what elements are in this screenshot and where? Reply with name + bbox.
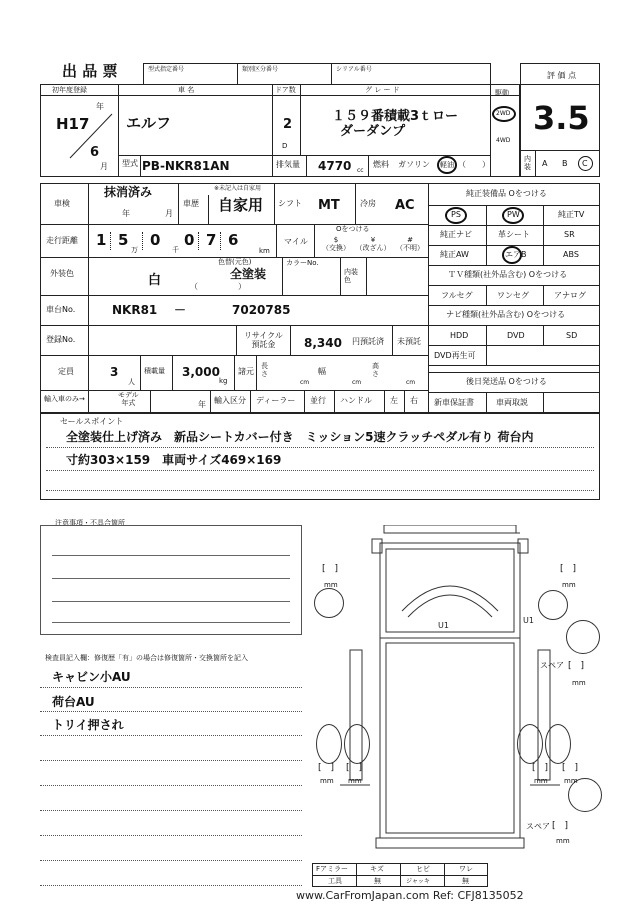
seats-label: 定員: [58, 367, 74, 376]
opt-aircon: エアB: [505, 250, 527, 259]
color-change-label: 色替(元色): [218, 258, 252, 266]
eval-label: 評 価 点: [547, 71, 577, 80]
tv-oneseg: ワンセグ: [497, 291, 529, 300]
opt-sr: SR: [564, 230, 575, 239]
drive-2wd-circle: [492, 106, 516, 122]
bracket-fl: [ ]: [322, 564, 339, 574]
serial-label: シリアル番号: [336, 66, 372, 73]
shift-label: シフト: [278, 199, 302, 208]
grade-line1: １５９番積載3ｔロー: [332, 109, 459, 124]
mm-spare-top: mm: [572, 679, 586, 687]
opt-leather: 革シート: [498, 230, 530, 239]
opt-ps-circle: [445, 207, 467, 224]
first-reg-month: 6: [90, 145, 100, 160]
chassis-prefix: NKR81: [112, 303, 158, 317]
opt-tv: 純正TV: [558, 210, 585, 219]
seats-value: 3: [110, 365, 119, 379]
sales-point-line2: 寸約303×159 車両サイズ469×169: [66, 453, 282, 467]
left-label: 左: [390, 396, 398, 405]
opt-abs: ABS: [563, 250, 579, 259]
watermark: www.CarFromJapan.com Ref: CFJ8135052: [296, 889, 524, 902]
color-no-label: カラーNo.: [286, 259, 319, 267]
navi-header: ナビ種類(社外品含む) Oをつける: [446, 310, 566, 319]
color-paren: （ ）: [190, 282, 246, 291]
interior-c: C: [582, 159, 588, 168]
displacement-label: 排気量: [276, 160, 300, 169]
registration-label: 登録No.: [46, 335, 76, 344]
eval-score: 3.5: [533, 99, 590, 137]
right-label: 右: [410, 396, 418, 405]
shift-value: MT: [318, 198, 340, 213]
recycle-value: 8,340: [304, 336, 342, 350]
type-cert-label: 型式指定番号: [148, 66, 185, 73]
length-unit: cm: [300, 379, 310, 386]
import-label: 輸入車のみ→: [44, 395, 85, 403]
mileage-unit-km: km: [259, 247, 270, 255]
mm-fl: mm: [324, 581, 338, 589]
width-label: 幅: [318, 367, 326, 376]
opt-pw-circle: [502, 207, 524, 224]
navi-hdd: HDD: [450, 331, 469, 340]
meter-circle-note: Oをつける: [336, 225, 370, 233]
tv-header: ＴＶ種類(社外品含む) Oをつける: [448, 270, 568, 279]
inspector-item-1: キャビン小AU: [52, 670, 131, 684]
wheel-front-right: [538, 590, 568, 620]
inspector-item-3: トリイ押され: [52, 718, 124, 732]
legend-r1-c1: Fアミラー: [316, 865, 349, 873]
mm-spare-bottom: mm: [556, 837, 570, 845]
navi-sd: SD: [566, 331, 578, 340]
ac-value: AC: [395, 198, 415, 213]
spare-label-top: スペア: [540, 661, 564, 670]
chassis-label: 車台No.: [46, 305, 76, 314]
mileage-digit-5: 7: [206, 231, 217, 249]
load-label: 積載量: [144, 367, 165, 375]
fuel-paren: （ ）: [458, 160, 490, 169]
model-label: 型式: [122, 159, 138, 168]
truck-diagram: [310, 525, 610, 865]
mileage-label: 走行距離: [46, 236, 78, 245]
spare-label-bottom: スペア: [526, 822, 550, 831]
recycle-status: 円預託済: [352, 337, 384, 346]
interior-b: B: [562, 159, 568, 168]
wheel-front-left: [314, 588, 344, 618]
doors-suffix: D: [282, 142, 288, 150]
exterior-color-value: 白: [148, 273, 162, 288]
type-cert-box: [143, 63, 238, 85]
legend-r1-c2: キズ: [370, 865, 384, 873]
history-value: 自家用: [218, 196, 264, 214]
opt-aw: 純正AW: [440, 250, 469, 259]
import-year-unit: 年: [198, 400, 206, 409]
recycle-label: リサイクル 預託金: [244, 331, 283, 350]
load-unit: kg: [219, 377, 228, 385]
load-value: 3,000: [182, 365, 220, 379]
displacement-unit: cc: [357, 167, 364, 174]
chassis-number: 7020785: [232, 303, 291, 317]
navi-dvd-play: DVD再生可: [434, 351, 476, 360]
width-unit: cm: [352, 379, 362, 386]
u1-left-label: U1: [438, 621, 449, 630]
mm-fr: mm: [562, 581, 576, 589]
genuine-header: 純正装備品 Oをつける: [466, 189, 547, 198]
unpaid-label: 未預託: [397, 337, 421, 346]
exterior-color-label: 外装色: [50, 269, 74, 278]
dealer-label: ディーラー: [256, 396, 296, 405]
drive-2wd: 2WD: [496, 110, 511, 117]
model-year-label: モデル 年式: [118, 391, 139, 407]
history-label: 車歴: [183, 199, 199, 208]
import-class-label: 輸入区分: [214, 396, 246, 405]
month-unit: 月: [100, 162, 108, 171]
height-label: 高 さ: [372, 362, 379, 379]
interior-color-label: 内装 色: [344, 268, 358, 285]
fuel-diesel-circle: [437, 156, 457, 174]
dimensions-label: 諸元: [238, 367, 254, 376]
caution-label: 注意事項・不具合箇所: [55, 519, 125, 527]
serial-box: [331, 63, 491, 85]
legend-r2-c3: ジャッキ: [406, 878, 430, 885]
opt-ps: PS: [451, 210, 461, 219]
doors-label: ドア数: [275, 86, 296, 94]
year-unit: 年: [96, 102, 104, 111]
meter-opt-tampered: ¥ （改ざん）: [355, 236, 391, 252]
fuel-label: 燃料: [373, 160, 389, 169]
color-change-value: 全塗装: [230, 267, 267, 281]
grade-line2: ダーダンプ: [340, 124, 406, 139]
mileage-digit-6: 6: [228, 231, 239, 249]
wheel-rear-left-inner: [344, 724, 370, 764]
mileage-digit-1: 1: [96, 231, 107, 249]
wheel-rear-right-outer: [545, 724, 571, 764]
legend-r2-c4: 無: [462, 877, 469, 885]
caution-box: [40, 525, 302, 635]
bracket-rl1: [ ]: [318, 763, 335, 773]
legend-r1-c3: ヒビ: [416, 865, 430, 873]
mileage-unit-sen: 千: [172, 246, 179, 254]
inspector-item-2: 荷台AU: [52, 695, 95, 709]
fuel-diesel: 軽油: [440, 161, 454, 169]
sales-point-label: セールスポイント: [60, 417, 124, 426]
inspection-value: 抹消済み: [104, 185, 153, 199]
delivery-manual: 車両取説: [496, 398, 528, 407]
chassis-dash: －: [174, 303, 187, 317]
meter-opt-exchange: $ （交換）: [322, 236, 350, 252]
height-unit: cm: [406, 379, 416, 386]
first-reg-year: H17: [56, 115, 90, 133]
length-label: 長 さ: [261, 362, 268, 379]
wheel-rear-right-inner: [517, 724, 543, 764]
legend-r2-c1: 工具: [328, 877, 342, 885]
class-label: 類別区分番号: [242, 66, 279, 73]
mile-label: マイル: [284, 237, 308, 246]
history-note: ※未記入は自家用: [214, 185, 262, 192]
mileage-unit-man: 万: [131, 246, 138, 254]
sales-point-line1: 全塗装仕上げ済み 新品シートカバー付き ミッション5速クラッチペダル有り 荷台内: [66, 430, 534, 444]
navi-dvd: DVD: [507, 331, 525, 340]
car-name: エルフ: [126, 114, 172, 132]
inspector-label: 検査員記入欄：修復歴「有」の場合は修復箇所・交換箇所を記入: [45, 654, 248, 662]
doors-value: 2: [283, 117, 293, 132]
bracket-rl2: [ ]: [346, 763, 363, 773]
evaluation-box: [520, 63, 600, 177]
model-value: PB-NKR81AN: [142, 159, 230, 173]
sheet-title: 出 品 票: [62, 62, 118, 80]
mileage-digit-3: 0: [150, 231, 161, 249]
interior-c-circle: [578, 156, 593, 171]
delivery-header: 後日発送品 Oをつける: [466, 377, 547, 386]
drive-4wd: 4WD: [496, 137, 511, 144]
bracket-fr: [ ]: [560, 564, 577, 574]
parallel-label: 並行: [310, 396, 326, 405]
opt-pw: PW: [507, 210, 520, 219]
mm-rr2: mm: [564, 777, 578, 785]
interior-a: A: [542, 159, 548, 168]
tv-fullseg: フルセグ: [441, 291, 473, 300]
opt-aircon-circle: [502, 246, 522, 264]
mileage-digit-4: 0: [184, 231, 195, 249]
wheel-rear-left-outer: [316, 724, 342, 764]
grade-label: グ レ ー ド: [365, 86, 400, 94]
fuel-gasoline: ガソリン: [398, 160, 430, 169]
delivery-warranty: 新車保証書: [434, 398, 474, 407]
first-reg-label: 初年度登録: [52, 86, 87, 94]
meter-opt-unknown: # （不明）: [396, 236, 424, 252]
mm-rr1: mm: [534, 777, 548, 785]
bracket-spare-bottom: [ ]: [552, 821, 569, 831]
interior-label: 内装: [524, 155, 531, 171]
inspection-label: 車検: [54, 199, 70, 208]
mileage-digit-2: 5: [118, 231, 129, 249]
inspection-month-unit: 月: [165, 209, 173, 218]
legend-r2-c2: 無: [374, 877, 381, 885]
spare-wheel-top: [566, 620, 600, 654]
displacement-value: 4770: [318, 159, 352, 173]
mm-rl2: mm: [348, 777, 362, 785]
tv-analog: アナログ: [554, 291, 586, 300]
handle-label: ハンドル: [340, 396, 372, 405]
name-label: 車 名: [178, 86, 195, 94]
opt-navi: 純正ナビ: [440, 230, 472, 239]
bracket-spare-top: [ ]: [568, 661, 585, 671]
bracket-rr2: [ ]: [562, 763, 579, 773]
mm-rl1: mm: [320, 777, 334, 785]
class-box: [237, 63, 332, 85]
u1-right-label: U1: [523, 616, 534, 625]
drive-label: 駆動: [495, 89, 509, 97]
ac-label: 冷房: [360, 199, 376, 208]
bracket-rr1: [ ]: [532, 763, 549, 773]
seats-unit: 人: [128, 378, 135, 386]
inspection-year-unit: 年: [122, 209, 130, 218]
legend-r1-c4: ワレ: [459, 865, 473, 873]
